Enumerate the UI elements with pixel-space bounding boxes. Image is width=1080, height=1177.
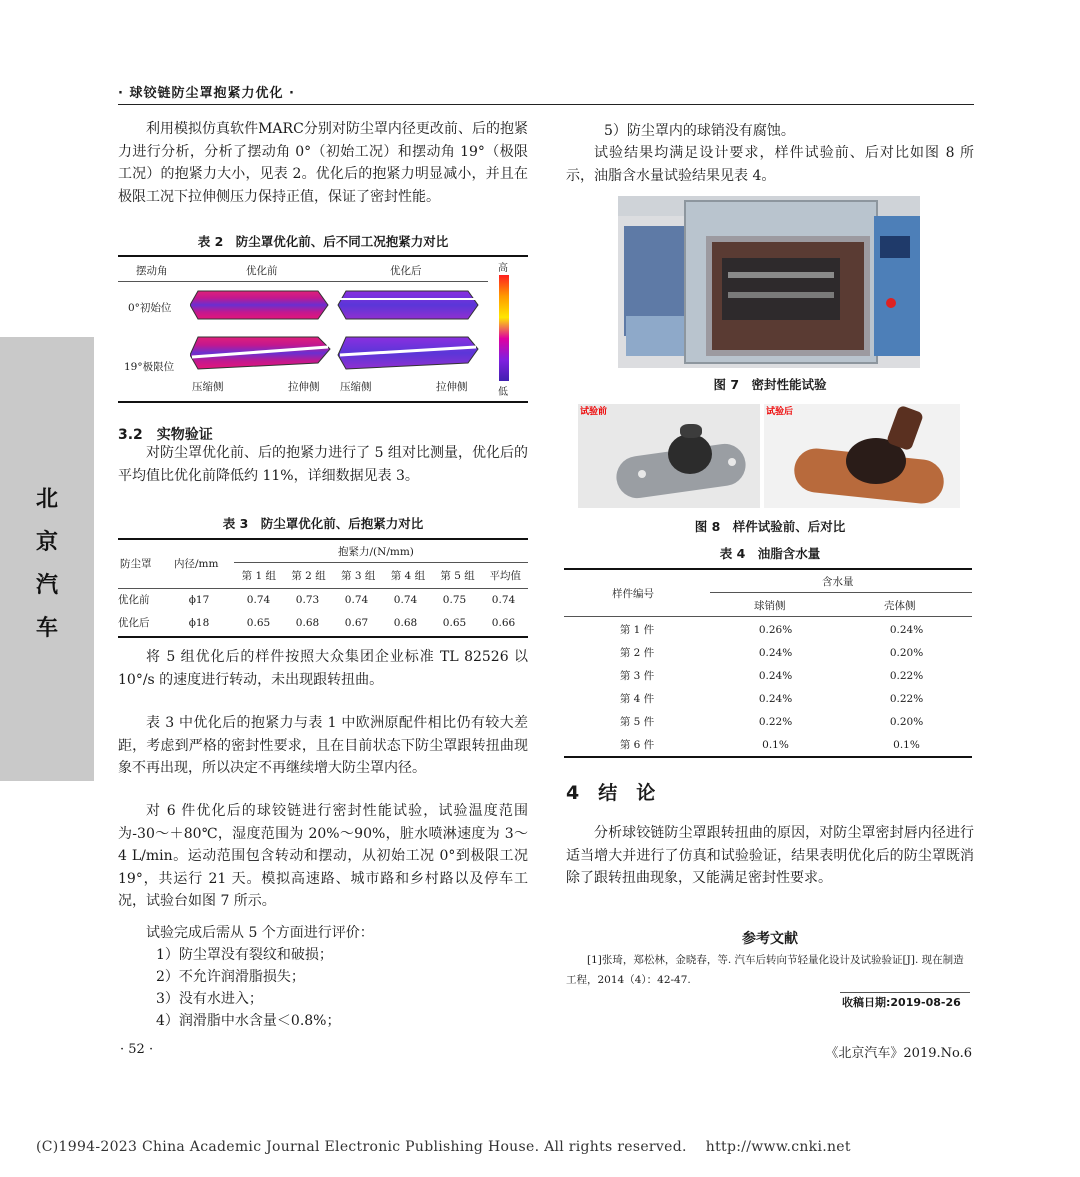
paragraph-sealing-test: 对 6 件优化后的球铰链进行密封性能试验，试验温度范围为-30～＋80℃，湿度范围为 20%～90%，脏水喷淋速度为 3～4 L/min。运动范围包含转动和摆动，从初始工况 0°到极限工况 19°，共运行 21 天。模拟高速路、城市路和乡村路以及停车工况，试验台如图 7 所示。 [118, 803, 528, 909]
paragraph-evaluation-intro: 试验完成后需从 5 个方面进行评价： [146, 925, 374, 941]
evaluation-item: 4）润滑脂中水含量＜0.8%； [156, 1013, 341, 1029]
side-tab-char: 京 [35, 530, 58, 555]
table4-header-water: 含水量 [822, 576, 854, 588]
copyright-notice: (C)1994-2023 China Academic Journal Electronic Publishing House. All rights reserved. http://www.cnki.net [36, 1139, 851, 1155]
table3-header-force: 抱紧力/(N/mm) [338, 546, 414, 558]
table2-row-initial: 0°初始位 [128, 302, 172, 314]
table3-cell: 0.66 [491, 616, 516, 629]
table-row [564, 664, 972, 687]
table-row [564, 687, 972, 710]
table4-cell: 0.1% [893, 738, 920, 751]
paragraph-physical-verification: 对防尘罩优化前、后的抱紧力进行了 5 组对比测量，优化后的平均值比优化前降低约 11%，详细数据见表 3。 [118, 445, 528, 484]
reference-item: [1]张琦，郑松林，金晓春，等. 汽车后转向节轻量化设计及试验验证[J]. 现在制造工程，2014（4）：42-47. [566, 954, 964, 986]
section-3-2-heading: 3.2 实物验证 [118, 427, 213, 443]
paragraph-rotation-test: 将 5 组优化后的样件按照大众集团企业标准 TL 82526 以 10°/s 的速度进行转动，未出现跟转扭曲。 [118, 649, 528, 688]
scale-low-label: 低 [498, 387, 508, 398]
tension-side-label: 拉伸侧 [288, 381, 320, 393]
table3-group-headers [234, 564, 528, 587]
table3-cell: ϕ18 [188, 616, 210, 629]
table2-header-angle: 摆动角 [136, 265, 168, 277]
table2-header-after: 优化后 [390, 265, 422, 277]
table4-cell: 0.20% [889, 715, 924, 728]
received-rule [840, 992, 970, 993]
table3-cell: 0.67 [344, 616, 369, 629]
figure7-caption: 图 7 密封性能试验 [713, 377, 827, 392]
header-rule [118, 104, 974, 105]
table3-header-item: 防尘罩 [120, 558, 152, 570]
table3-group-header: 第 5 组 [440, 570, 475, 582]
section-4-heading: 4 结 论 [566, 782, 656, 804]
table3-cell: ϕ17 [188, 593, 210, 606]
table3-cell: 优化前 [118, 594, 150, 606]
fea-contour-plots [190, 285, 490, 385]
table4-cell: 0.22% [889, 692, 924, 705]
evaluation-item: 3）没有水进入； [156, 991, 263, 1007]
table3-cell: 0.65 [246, 616, 271, 629]
running-title: · 球铰链防尘罩抱紧力优化 · [118, 86, 295, 101]
table3-group-header: 第 1 组 [241, 570, 277, 582]
figure8-caption: 图 8 样件试验前、后对比 [694, 519, 846, 534]
side-tab-char: 车 [35, 616, 58, 641]
color-scale-bar [499, 275, 509, 381]
paragraph-comparison: 表 3 中优化后的抱紧力与表 1 中欧洲原配件相比仍有较大差距，考虑到严格的密封性要求，且在目前状态下防尘罩跟转扭曲现象不再出现，所以决定不再继续增大防尘罩内径。 [118, 715, 528, 776]
table-row [118, 611, 528, 634]
table4-header-pin-side: 球销侧 [754, 600, 786, 612]
table4-cell: 第 2 件 [619, 647, 655, 659]
table2-fea-figure [118, 255, 528, 405]
table4-cell: 0.24% [889, 623, 924, 636]
figure8-before-photo [578, 404, 760, 508]
references-heading: 参考文献 [742, 931, 798, 947]
table3-cell: 0.73 [295, 593, 320, 606]
table4-caption: 表 4 油脂含水量 [719, 546, 821, 561]
table3-group-header: 第 2 组 [291, 570, 326, 582]
table4-cell: 第 4 件 [619, 693, 655, 705]
table4-header-shell-side: 壳体侧 [884, 600, 916, 612]
compress-side-label: 压缩侧 [340, 381, 372, 393]
table4-cell: 0.24% [758, 692, 793, 705]
paragraph-test-results: 试验结果均满足设计要求，样件试验前、后对比如图 8 所示，油脂含水量试验结果见表 4。 [566, 145, 974, 184]
evaluation-item: 1）防尘罩没有裂纹和破损； [156, 947, 333, 963]
page-number: · 52 · [120, 1042, 154, 1057]
table4-body [564, 618, 972, 756]
table4-cell: 第 5 件 [619, 716, 655, 728]
table2-row-limit: 19°极限位 [124, 361, 175, 373]
table3-cell: 0.68 [393, 616, 418, 629]
compress-side-label: 压缩侧 [192, 381, 224, 393]
tension-side-label: 拉伸侧 [436, 381, 468, 393]
table-row [564, 710, 972, 733]
table3-cell: 0.74 [491, 593, 516, 606]
table-row [118, 588, 528, 611]
table-row [564, 618, 972, 641]
table2-caption: 表 2 防尘罩优化前、后不同工况抱紧力对比 [197, 234, 449, 249]
evaluation-item: 5）防尘罩内的球销没有腐蚀。 [604, 123, 795, 139]
table3-cell: 0.74 [246, 593, 271, 606]
table4-cell: 第 6 件 [619, 739, 655, 751]
table4-cell: 0.22% [889, 669, 924, 682]
paragraph-simulation: 利用模拟仿真软件MARC分别对防尘罩内径更改前、后的抱紧力进行分析，分析了摆动角 0°（初始工况）和摆动角 19°（极限工况）的抱紧力大小，见表 2。优化后的抱紧力明显减小，并且在极限工况下拉伸侧压力保持正值，保证了密封性能。 [118, 121, 528, 205]
table3-cell: 0.75 [442, 593, 467, 606]
side-journal-tab [0, 337, 94, 781]
table3-group-header: 第 4 组 [390, 570, 426, 582]
table4-header-sample: 样件编号 [612, 588, 654, 600]
paragraph-conclusion: 分析球铰链防尘罩跟转扭曲的原因，对防尘罩密封唇内径进行适当增大并进行了仿真和试验验证，结果表明优化后的防尘罩既消除了跟转扭曲现象，又能满足密封性要求。 [566, 825, 974, 886]
table3-body [118, 588, 528, 634]
table-row [564, 641, 972, 664]
table4-cell: 0.24% [758, 669, 793, 682]
table4-cell: 0.20% [889, 646, 924, 659]
table3-cell: 优化后 [118, 617, 150, 629]
table4-cell: 0.24% [758, 646, 793, 659]
table2-header-before: 优化前 [246, 265, 278, 277]
figure8-after-photo [764, 404, 960, 508]
figure7-test-rig-photo [618, 196, 920, 368]
after-badge: 试验后 [766, 407, 794, 417]
table3-group-header: 第 3 组 [341, 570, 376, 582]
table3-group-header: 平均值 [489, 570, 521, 582]
table3-cell: 0.65 [442, 616, 467, 629]
table4-cell: 0.22% [758, 715, 793, 728]
table-row [564, 733, 972, 756]
scale-high-label: 高 [498, 263, 508, 274]
table3-cell: 0.74 [344, 593, 369, 606]
table4-cell: 0.1% [762, 738, 789, 751]
table3-cell: 0.74 [393, 593, 418, 606]
table4-cell: 第 1 件 [619, 624, 655, 636]
journal-issue: 《北京汽车》2019.No.6 [825, 1046, 972, 1061]
table3-header-diameter: 内径/mm [174, 558, 219, 570]
side-tab-char: 北 [35, 487, 58, 512]
received-date: 收稿日期:2019-08-26 [842, 996, 961, 1009]
table4-cell: 0.26% [758, 623, 793, 636]
table3-caption: 表 3 防尘罩优化前、后抱紧力对比 [222, 516, 424, 531]
table3-cell: 0.68 [295, 616, 320, 629]
table4-cell: 第 3 件 [619, 670, 655, 682]
before-badge: 试验前 [580, 407, 608, 417]
side-tab-char: 汽 [35, 573, 58, 598]
evaluation-item: 2）不允许润滑脂损失； [156, 969, 305, 985]
